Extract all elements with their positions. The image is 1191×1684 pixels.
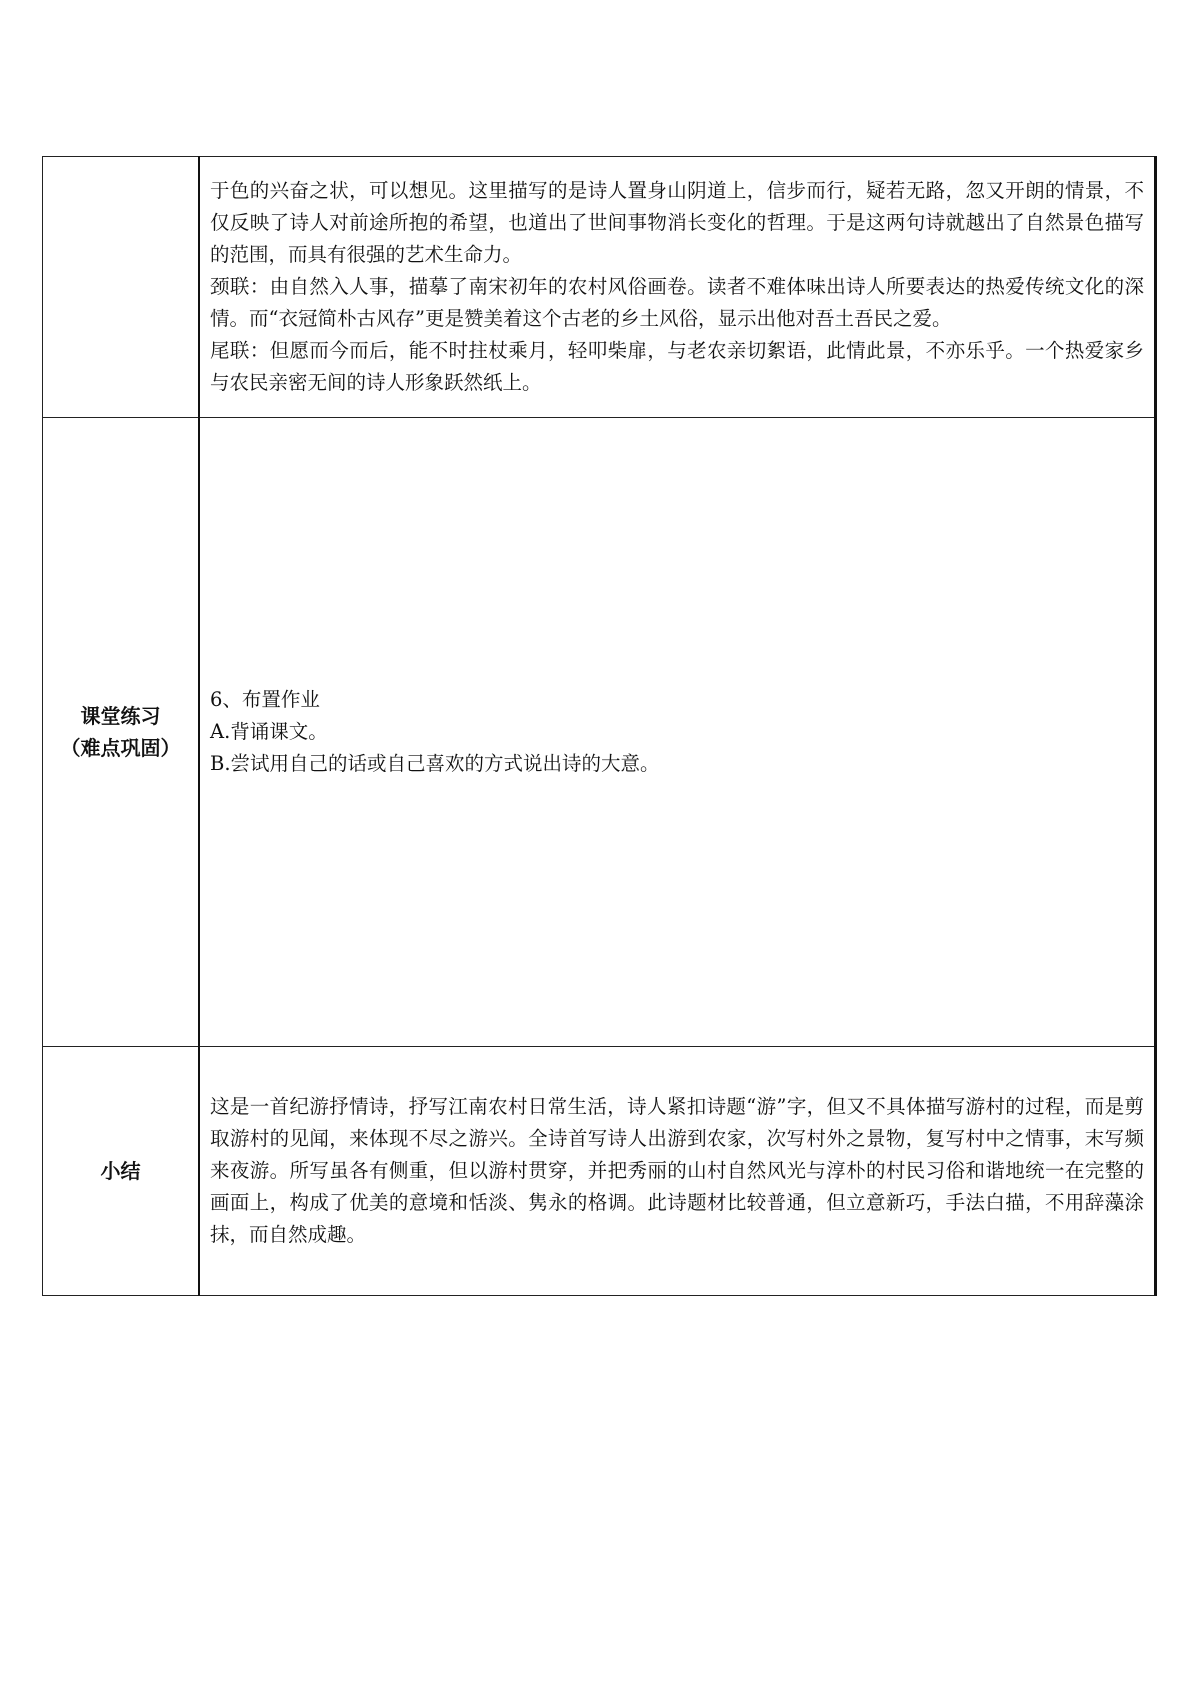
homework-item-a: A.背诵课文。: [210, 720, 328, 743]
row-label-empty: [43, 157, 200, 418]
table-row-summary: [43, 1047, 1156, 1296]
exercise-label-line1: 课堂练习: [80, 704, 161, 728]
row-label-exercise: [43, 418, 200, 1047]
exercise-label-line2: （难点巩固）: [60, 736, 181, 760]
summary-content: [199, 1047, 1156, 1296]
exercise-content: [199, 418, 1156, 1047]
table-row-analysis: [43, 157, 1156, 418]
homework-heading: 6、布置作业: [210, 688, 320, 711]
analysis-content: [199, 157, 1156, 418]
analysis-paragraph-1: 于色的兴奋之状，可以想见。这里描写的是诗人置身山阴道上，信步而行，疑若无路，忽又开朗的情景，不仅反映了诗人对前途所抱的希望，也道出了世间事物消长变化的哲理。于是这两句诗就越出了自然景色描写的范围，而具有很强的艺术生命力。: [210, 179, 1144, 266]
summary-paragraph: 这是一首纪游抒情诗，抒写江南农村日常生活，诗人紧扣诗题“游”字，但又不具体描写游村的过程，而是剪取游村的见闻，来体现不尽之游兴。全诗首写诗人出游到农家，次写村外之景物，复写村中之情事，末写频来夜游。所写虽各有侧重，但以游村贯穿，并把秀丽的山村自然风光与淳朴的村民习俗和谐地统一在完整的画面上，构成了优美的意境和恬淡、隽永的格调。此诗题材比较普通，但立意新巧，手法白描，不用辞藻涂抹，而自然成趣。: [210, 1095, 1144, 1246]
analysis-paragraph-neck-couplet: 颈联：由自然入人事，描摹了南宋初年的农村风俗画卷。读者不难体味出诗人所要表达的热爱传统文化的深情。而“衣冠简朴古风存”更是赞美着这个古老的乡土风俗，显示出他对吾土吾民之爱。: [210, 275, 1144, 330]
analysis-paragraph-tail-couplet: 尾联：但愿而今而后，能不时拄杖乘月，轻叩柴扉，与老农亲切絮语，此情此景，不亦乐乎。一个热爱家乡与农民亲密无间的诗人形象跃然纸上。: [210, 339, 1144, 394]
homework-item-b: B.尝试用自己的话或自己喜欢的方式说出诗的大意。: [210, 752, 660, 775]
row-label-summary: 小结: [43, 1047, 200, 1296]
table-row-exercise: [43, 418, 1156, 1047]
lesson-plan-table: [42, 156, 1157, 1296]
